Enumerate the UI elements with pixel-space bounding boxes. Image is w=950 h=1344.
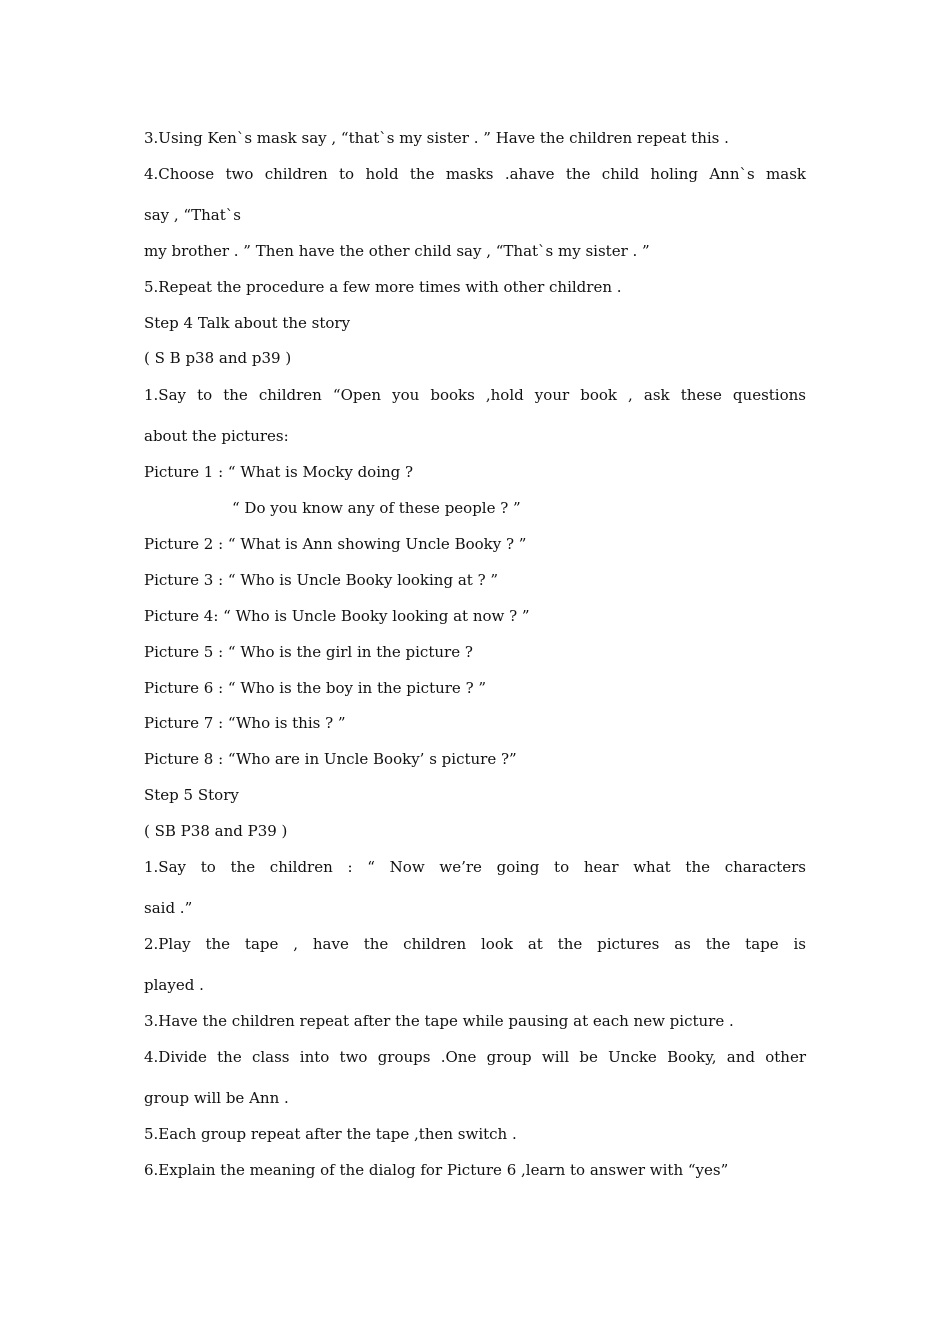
text-line: 1.Say to the children : “ Now we’re going to hear what the characters xyxy=(144,858,806,876)
text-line: group will be Ann . xyxy=(144,1089,289,1107)
text-line: 5.Repeat the procedure a few more times with other children . xyxy=(144,278,622,296)
text-line: ( SB P38 and P39 ) xyxy=(144,822,288,840)
text-line: 1.Say to the children “Open you books ,hold your book , ask these questions xyxy=(144,386,806,404)
text-line: 2.Play the tape , have the children look at the pictures as the tape is xyxy=(144,935,806,953)
text-line: 3.Using Ken`s mask say , “that`s my sister . ” Have the children repeat this . xyxy=(144,129,729,147)
text-line: 5.Each group repeat after the tape ,then switch . xyxy=(144,1125,517,1143)
text-line: 4.Choose two children to hold the masks .ahave the child holing Ann`s mask xyxy=(144,165,806,183)
text-line: Picture 5 : “ Who is the girl in the picture ? xyxy=(144,643,473,661)
text-line: played . xyxy=(144,976,204,994)
text-line: 6.Explain the meaning of the dialog for Picture 6 ,learn to answer with “yes” xyxy=(144,1161,729,1179)
text-line: 4.Divide the class into two groups .One group will be Uncke Booky, and other xyxy=(144,1048,806,1066)
text-line: Picture 7 : “Who is this ? ” xyxy=(144,714,346,732)
section-heading: Step 5 Story xyxy=(144,786,239,804)
text-line: Picture 4: “ Who is Uncle Booky looking at now ? ” xyxy=(144,607,530,625)
text-line: Picture 1 : “ What is Mocky doing ? xyxy=(144,463,414,481)
text-line: 3.Have the children repeat after the tape while pausing at each new picture . xyxy=(144,1012,734,1030)
text-line: Picture 6 : “ Who is the boy in the picture ? ” xyxy=(144,679,487,697)
text-line: Picture 8 : “Who are in Uncle Booky’ s picture ?” xyxy=(144,750,517,768)
text-line: say , “That`s xyxy=(144,206,241,224)
text-line: ( S B p38 and p39 ) xyxy=(144,349,292,367)
text-line: Picture 2 : “ What is Ann showing Uncle Booky ? ” xyxy=(144,535,527,553)
text-line: said .” xyxy=(144,899,193,917)
text-line: about the pictures: xyxy=(144,427,289,445)
section-heading: Step 4 Talk about the story xyxy=(144,314,351,332)
text-line: Picture 3 : “ Who is Uncle Booky looking at ? ” xyxy=(144,571,499,589)
text-line: “ Do you know any of these people ? ” xyxy=(232,499,521,517)
text-line: my brother . ” Then have the other child say , “That`s my sister . ” xyxy=(144,242,650,260)
